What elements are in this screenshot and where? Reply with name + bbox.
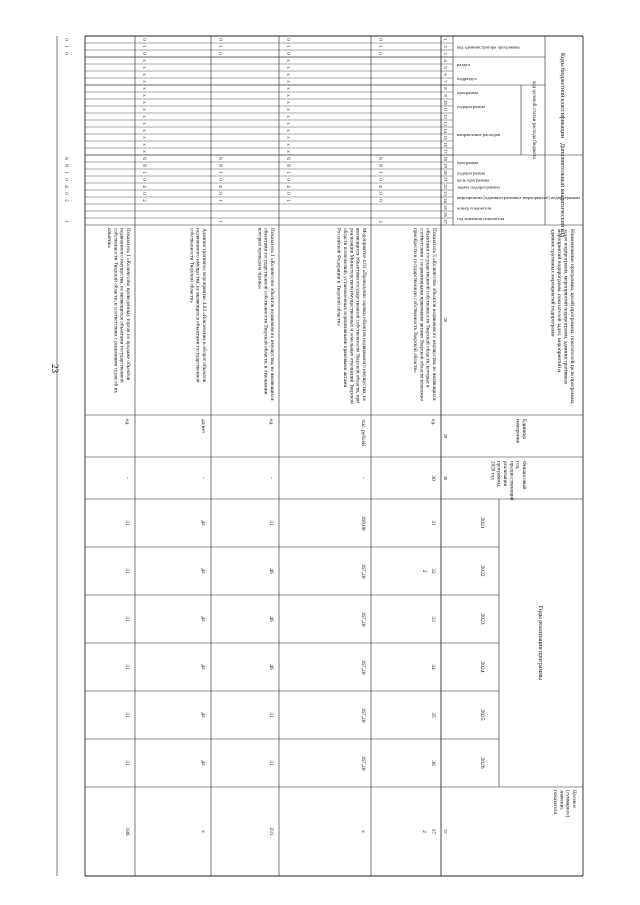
row-3-code: 1	[141, 45, 146, 48]
col-number: 13	[443, 121, 448, 126]
row-3-value: да	[200, 616, 206, 622]
col-number: 28	[443, 317, 448, 323]
row-4-code: 1	[63, 45, 68, 48]
code-header-6: направление расходов	[457, 132, 501, 137]
row-1-unit: тыс. рублей	[360, 419, 366, 446]
row-4-code: 4	[63, 185, 68, 188]
row-1-value: 169,00	[360, 515, 366, 531]
col-number: 21	[443, 177, 448, 182]
row-0-code: 6	[377, 157, 382, 160]
row-1-code: 4	[285, 185, 290, 188]
col-number: 4	[443, 59, 448, 62]
row-0-code: 1	[377, 45, 382, 48]
col-number: 2	[443, 45, 448, 48]
row-1-code: 1	[285, 199, 290, 202]
row-4-value: 31	[124, 712, 130, 718]
col-number: 10	[443, 100, 448, 105]
header-unit: Единицаизмерения	[514, 419, 527, 444]
year-header-2025: 2025	[479, 709, 485, 721]
year-header-2024: 2024	[479, 661, 485, 673]
row-4-value: 31	[124, 568, 130, 574]
row-3-code: x	[141, 129, 146, 132]
row-4-code: 1	[63, 171, 68, 174]
header-codes-group: Коды бюджетной классификации	[559, 53, 565, 138]
col-number: 1	[443, 38, 448, 41]
row-3-value: да	[200, 712, 206, 718]
code-header-5: подпрограмма	[457, 104, 486, 109]
row-3-value: да	[200, 760, 206, 766]
row-0-value: 32	[430, 568, 436, 574]
row-1-base: -	[360, 477, 366, 479]
row-1-code: 6	[285, 157, 290, 160]
row-1-code: x	[285, 80, 290, 83]
row-1-code: x	[285, 108, 290, 111]
row-0-target: 37	[430, 828, 436, 835]
header-additional-code: Дополнительный аналитический код	[559, 142, 565, 238]
row-0-code: 0	[377, 178, 382, 181]
code-header-7: программа	[457, 160, 479, 165]
row-4-code: 0	[63, 178, 68, 181]
code-header-4: программа	[457, 90, 479, 95]
col-number: 18	[443, 156, 448, 161]
row-0-extra: 2	[421, 569, 427, 573]
row-3-code: 0	[141, 178, 146, 181]
row-1-code: x	[285, 59, 290, 62]
row-1-code: x	[285, 143, 290, 146]
row-4-code: 0	[63, 192, 68, 195]
row-1-code: x	[285, 94, 290, 97]
header-target-article: код целевой статьи расхода бюджета	[531, 81, 536, 159]
row-0-code: 4	[377, 185, 382, 188]
col-number: 15	[443, 135, 448, 140]
row-0-value: 33	[430, 616, 436, 622]
code-header-10: задача подпрограммы	[457, 184, 500, 190]
header-target: Целевое(суммарное)значениепоказателя	[551, 790, 577, 818]
row-1-value: 167,20	[360, 707, 366, 723]
row-3-code: x	[141, 66, 146, 69]
col-number: 24	[443, 198, 448, 203]
header-name: Наименование программы, целей программы, показателей цели программы,задач подпрограмм, мероприятий подпрограмм, административныхмероприятий подпрограмм, показателей задач, мероприятий иадминистративных мероприятий подпрограмм	[549, 229, 575, 405]
code-header-13: год значения показателя	[457, 216, 505, 221]
col-number: 5	[443, 66, 448, 69]
row-1-code: x	[285, 66, 290, 69]
row-3-code: 6	[141, 157, 146, 160]
row-4-code: 2	[63, 199, 68, 202]
row-1-value: 167,20	[360, 563, 366, 579]
row-2-code: 4	[217, 185, 222, 188]
row-1-code: x	[285, 87, 290, 90]
row-3-value: да	[200, 568, 206, 574]
row-3-code: x	[141, 108, 146, 111]
col-number: 9	[443, 94, 448, 97]
col-number: 3	[443, 52, 448, 55]
row-2-value: 46	[268, 616, 274, 622]
row-4-code: 0	[63, 52, 68, 55]
row-3-code: 8	[141, 164, 146, 167]
row-3-code: 1	[141, 171, 146, 174]
row-2-code: 1	[217, 220, 222, 223]
row-0-value: 31	[430, 520, 436, 526]
code-header-8: подпрограмма	[457, 170, 486, 176]
row-0-code: 8	[377, 164, 382, 167]
col-number: 17	[443, 149, 448, 154]
row-3-target: x	[200, 830, 206, 833]
row-3-code: x	[141, 59, 146, 62]
row-3-code: x	[141, 122, 146, 125]
row-4-value: 31	[124, 616, 130, 622]
col-number: 29	[443, 433, 448, 439]
row-2-code: 0	[217, 192, 222, 195]
row-4-code: 1	[63, 220, 68, 223]
col-number: 8	[443, 87, 448, 90]
row-1-code: x	[285, 122, 290, 125]
row-3-code: 4	[141, 185, 146, 188]
row-1-code: 1	[285, 171, 290, 174]
row-1-code: 8	[285, 164, 290, 167]
row-3-base: -	[200, 477, 206, 479]
row-2-base: -	[268, 477, 274, 479]
col-number: 37	[443, 829, 448, 834]
row-2-code: 6	[217, 157, 222, 160]
code-header-2: раздел	[457, 62, 470, 67]
col-number: 16	[443, 142, 448, 147]
col-number: 22	[443, 184, 448, 189]
row-0-target-extra: 2	[421, 830, 427, 833]
row-0-name: Показатель 3 «Количество объектов недвижимого имущества, не являющихсяобъектами государственной собственности Тверской области, которые всоответствии с нормативными правовыми актами Тверской области возможноприобрести в государственную собственность Тверской области»	[411, 228, 437, 402]
row-3-code: x	[141, 94, 146, 97]
row-0-code: 0	[377, 192, 382, 195]
row-1-value: 167,20	[360, 755, 366, 771]
row-2-value: 46	[268, 568, 274, 574]
row-3-code: x	[141, 101, 146, 104]
row-2-value: 31	[268, 520, 274, 526]
col-number: 30	[443, 475, 448, 481]
row-0-unit: ед.	[430, 419, 436, 426]
row-2-unit: ед.	[268, 419, 274, 426]
row-3-code: x	[141, 115, 146, 118]
row-2-code: 0	[217, 178, 222, 181]
code-header-3: подраздел	[457, 76, 477, 81]
row-0-code: 1	[377, 171, 382, 174]
row-2-name: Показатель 1 «Количество объектов недвижимого имущества, не являющихсяобъектами государственной собственности Тверской области, в отношениикоторых проведена оценка»	[256, 228, 275, 401]
row-3-code: 0	[141, 192, 146, 195]
year-header-2026: 2026	[479, 757, 485, 769]
row-3-code: x	[141, 136, 146, 139]
row-4-unit: ед.	[124, 419, 130, 426]
row-0-value: 34	[430, 664, 436, 670]
row-4-code: 8	[63, 164, 68, 167]
row-2-value: 31	[268, 712, 274, 718]
row-3-code: x	[141, 150, 146, 153]
row-0-code: 0	[377, 52, 382, 55]
table-group	[57, 36, 583, 876]
row-1-code: x	[285, 136, 290, 139]
row-3-name: Административное мероприятие 4.02 «Вовлечение в оборот объектовнедвижимого имущества, не являющихся объектами государственнойсобственности Тверской области»	[188, 228, 207, 383]
row-4-name: Показатель 1 «Количество проведенных торгов по продаже объектовнедвижимого имущества, не являющихся объектами государственнойсобственности Тверской области, в соответствии с решениями судов об ихизъятии»	[105, 228, 131, 393]
row-2-target: 231	[268, 827, 274, 836]
row-4-value: 31	[124, 520, 130, 526]
row-3-code: x	[141, 73, 146, 76]
row-3-unit: да/нет	[200, 419, 206, 434]
col-number: 7	[443, 80, 448, 83]
row-1-code: 1	[285, 45, 290, 48]
col-number: 20	[443, 170, 448, 175]
year-header-2022: 2022	[479, 565, 485, 577]
row-1-value: 167,20	[360, 659, 366, 675]
row-0-code: 0	[377, 199, 382, 202]
row-1-target: x	[360, 830, 366, 833]
code-header-1: код администратора программы	[457, 44, 520, 50]
col-number: 26	[443, 212, 448, 217]
row-4-target: 186	[124, 827, 130, 836]
col-number: 14	[443, 128, 448, 133]
row-2-value: 46	[268, 664, 274, 670]
header-years-group: Годы реализации программы	[537, 605, 543, 681]
row-4-code: 6	[63, 157, 68, 160]
col-number: 6	[443, 73, 448, 76]
code-header-11: мероприятие (административное мероприятие) подпрограммы	[457, 195, 580, 200]
row-2-code: 1	[217, 199, 222, 202]
row-0-code: 3	[377, 220, 382, 223]
row-2-code: 1	[217, 171, 222, 174]
row-1-code: 0	[285, 192, 290, 195]
row-1-value: 167,20	[360, 611, 366, 627]
row-3-code: 2	[141, 199, 146, 202]
row-4-code: 0	[63, 38, 68, 41]
row-4-value: 31	[124, 760, 130, 766]
code-header-9: цель программы	[457, 177, 490, 183]
year-header-2023: 2023	[479, 613, 485, 625]
row-1-code: x	[285, 101, 290, 104]
row-1-code: 0	[285, 52, 290, 55]
row-2-code: 0	[217, 38, 222, 41]
row-0-value: 35	[430, 712, 436, 718]
row-3-value: да	[200, 664, 206, 670]
col-number: 12	[443, 114, 448, 119]
row-1-code: x	[285, 115, 290, 118]
row-3-code: 0	[141, 52, 146, 55]
col-number: 25	[443, 205, 448, 210]
row-3-value: да	[200, 520, 206, 526]
header-base-year: Финансовыйгод,предшествующийреализациипрограммы,2020 год	[489, 461, 527, 501]
code-header-12: номер показателя	[457, 205, 492, 211]
row-1-name: Мероприятие 4.01 «Проведение оценки объектов недвижимого имущества, неявляющихся объектами государственной собственности Тверской области, приреализации Министерством имущественных и земельных отношений Тверскойобласти полномочий, установленных нормативными правовыми актамиРоссийской Федерации и Тверской области»	[335, 228, 367, 404]
row-2-code: 8	[217, 164, 222, 167]
row-3-code: 0	[141, 38, 146, 41]
row-4-base: -	[124, 477, 130, 479]
row-1-code: 0	[285, 38, 290, 41]
col-number: 27	[443, 219, 448, 224]
row-2-code: 0	[217, 52, 222, 55]
row-4-value: 31	[124, 664, 130, 670]
col-number: 23	[443, 191, 448, 196]
page-number: 23	[50, 364, 60, 373]
row-1-code: x	[285, 73, 290, 76]
col-number: 11	[443, 107, 448, 112]
row-3-code: x	[141, 143, 146, 146]
row-1-code: x	[285, 129, 290, 132]
row-1-code: x	[285, 150, 290, 153]
year-header-2021: 2021	[479, 517, 485, 529]
col-number: 19	[443, 163, 448, 168]
row-0-value: 36	[430, 760, 436, 766]
row-2-code: 1	[217, 45, 222, 48]
row-0-base: 30	[430, 475, 436, 481]
row-0-code: 0	[377, 38, 382, 41]
row-3-code: x	[141, 87, 146, 90]
row-3-code: x	[141, 80, 146, 83]
row-1-code: 0	[285, 178, 290, 181]
row-2-value: 31	[268, 760, 274, 766]
